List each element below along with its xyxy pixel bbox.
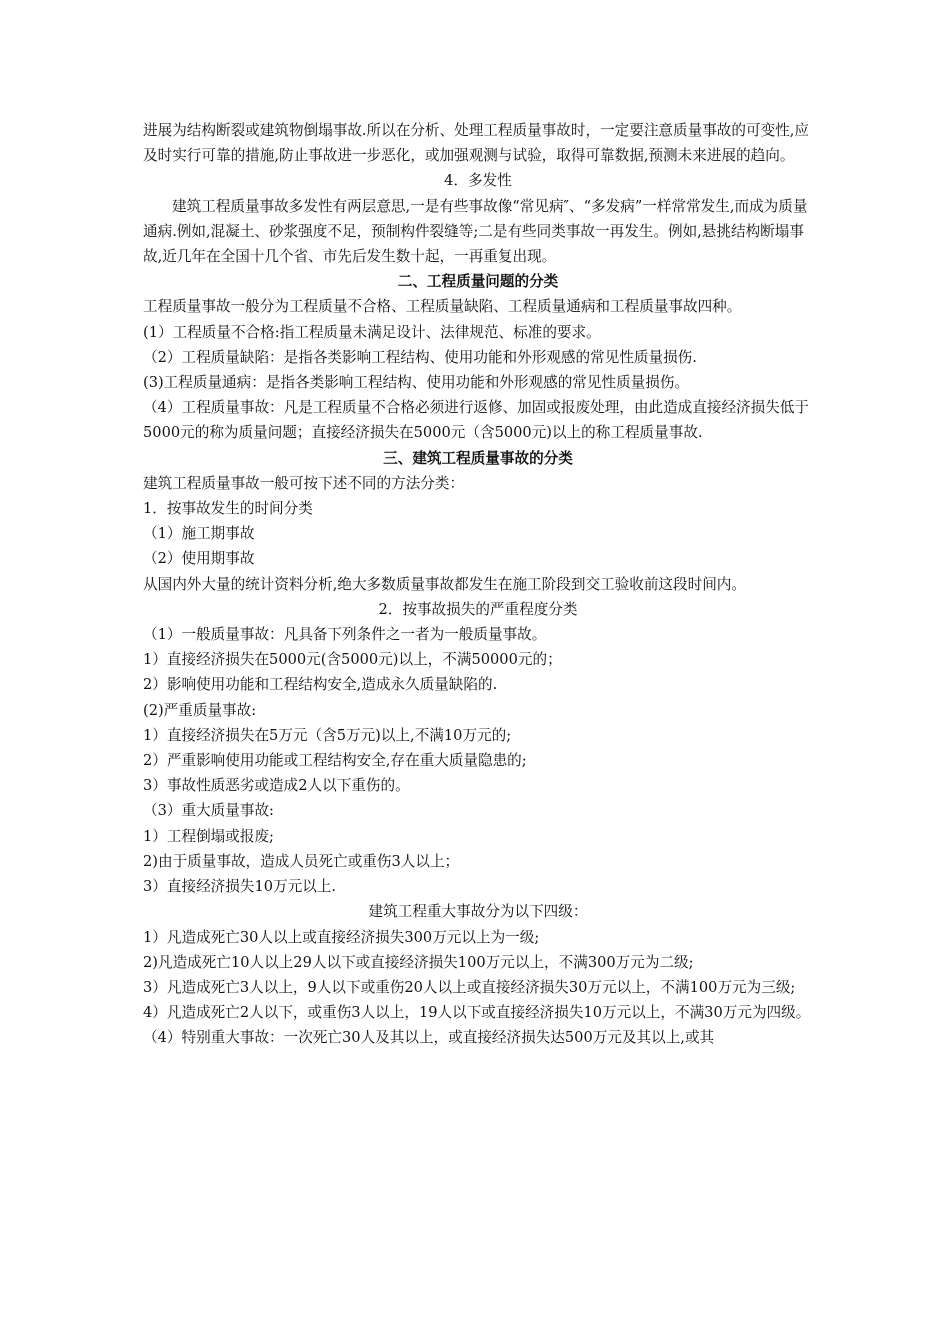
list-item-serious-accident: (2)严重质量事故: [143,701,257,719]
list-item-general-1: 1）直接经济损失在5000元(含5000元)以上，不满50000元的； [143,651,562,669]
list-item-serious-2: 2）严重影响使用功能或工程结构安全,存在重大质量隐患的; [143,752,527,770]
paragraph-frequency: 建筑工程质量事故多发性有两层意思,一是有些事故像“常见病″、“多发病”一样常常发生,而成为质量通病.例如,混凝土、砂浆强度不足，预制构件裂缝等;二是有些同类事故一再发生。例如,悬挑结构断塌事故,近几年在全国十几个省、市先后发生数十起，一再重复出现。 [143,197,808,266]
list-item-level-4: 4）凡造成死亡2人以下，或重伤3人以上，19人以下或直接经济损失10万元以上，不满30万元为四级。 [143,1004,811,1022]
list-item-4: （4）工程质量事故：凡是工程质量不合格必须进行返修、加固或报废处理，由此造成直接经济损失低于5000元的称为质量问题；直接经济损失在5000元（含5000元)以上的称工程质量事故. [143,399,810,442]
list-item-general-2: 2）影响使用功能和工程结构安全,造成永久质量缺陷的. [143,676,498,694]
list-item-major-2: 2)由于质量事故，造成人员死亡或重伤3人以上； [143,852,460,870]
section-heading-2: 二、工程质量问题的分类 [397,273,559,291]
heading-frequency: 4．多发性 [444,172,512,190]
list-item-2: （2）工程质量缺陷：是指各类影响工程结构、使用功能和外形观感的常见性质量损伤. [143,348,697,366]
subheading-by-time: 1．按事故发生的时间分类 [143,500,313,518]
list-item-serious-1: 1）直接经济损失在5万元（含5万元)以上,不满10万元的; [143,726,512,744]
list-item-3: (3)工程质量通病：是指各类影响工程结构、使用功能和外形观感的常见性质量损伤。 [143,374,690,392]
document-page [143,118,813,1051]
paragraph-classification-intro: 建筑工程质量事故一般可按下述不同的方法分类： [143,474,465,492]
subheading-major-levels: 建筑工程重大事故分为以下四级： [368,903,588,921]
list-item-construction-period: （1）施工期事故 [143,525,255,543]
list-item-usage-period: （2）使用期事故 [143,550,255,568]
list-item-serious-3: 3）事故性质恶劣或造成2人以下重伤的。 [143,777,410,795]
list-item-major-1: 1）工程倒塌或报废; [143,827,274,845]
list-item-general-accident: （1）一般质量事故：凡具备下列条件之一者为一般质量事故。 [143,626,547,644]
paragraph-variability-end: 进展为结构断裂或建筑物倒塌事故.所以在分析、处理工程质量事故时，一定要注意质量事故的可变性,应及时实行可靠的措施,防止事故进一步恶化，或加强观测与试验，取得可靠数据,预测未来进展的趋向。 [143,122,810,165]
list-item-level-1: 1）凡造成死亡30人以上或直接经济损失300万元以上为一级; [143,928,540,946]
section-heading-3: 三、建筑工程质量事故的分类 [383,449,573,467]
list-item-major-3: 3）直接经济损失10万元以上. [143,878,337,896]
subheading-by-severity: 2．按事故损失的严重程度分类 [378,600,578,618]
list-item-major-accident: （3）重大质量事故: [143,802,274,820]
list-item-especially-serious: （4）特别重大事故：一次死亡30人及其以上，或直接经济损失达500万元及其以上,或其 [143,1029,715,1047]
list-item-level-3: 3）凡造成死亡3人以上，9人以下或重伤20人以上或直接经济损失30万元以上，不满100万元为三级; [143,978,796,996]
list-item-1: (1）工程质量不合格:指工程质量未满足设计、法律规范、标准的要求。 [143,323,601,341]
list-item-level-2: 2)凡造成死亡10人以上29人以下或直接经济损失100万元以上，不满300万元为二级; [143,953,694,971]
paragraph-quality-types: 工程质量事故一般分为工程质量不合格、工程质量缺陷、工程质量通病和工程质量事故四种。 [143,298,742,316]
paragraph-statistics: 从国内外大量的统计资料分析,绝大多数质量事故都发生在施工阶段到交工验收前这段时间内。 [143,575,746,593]
